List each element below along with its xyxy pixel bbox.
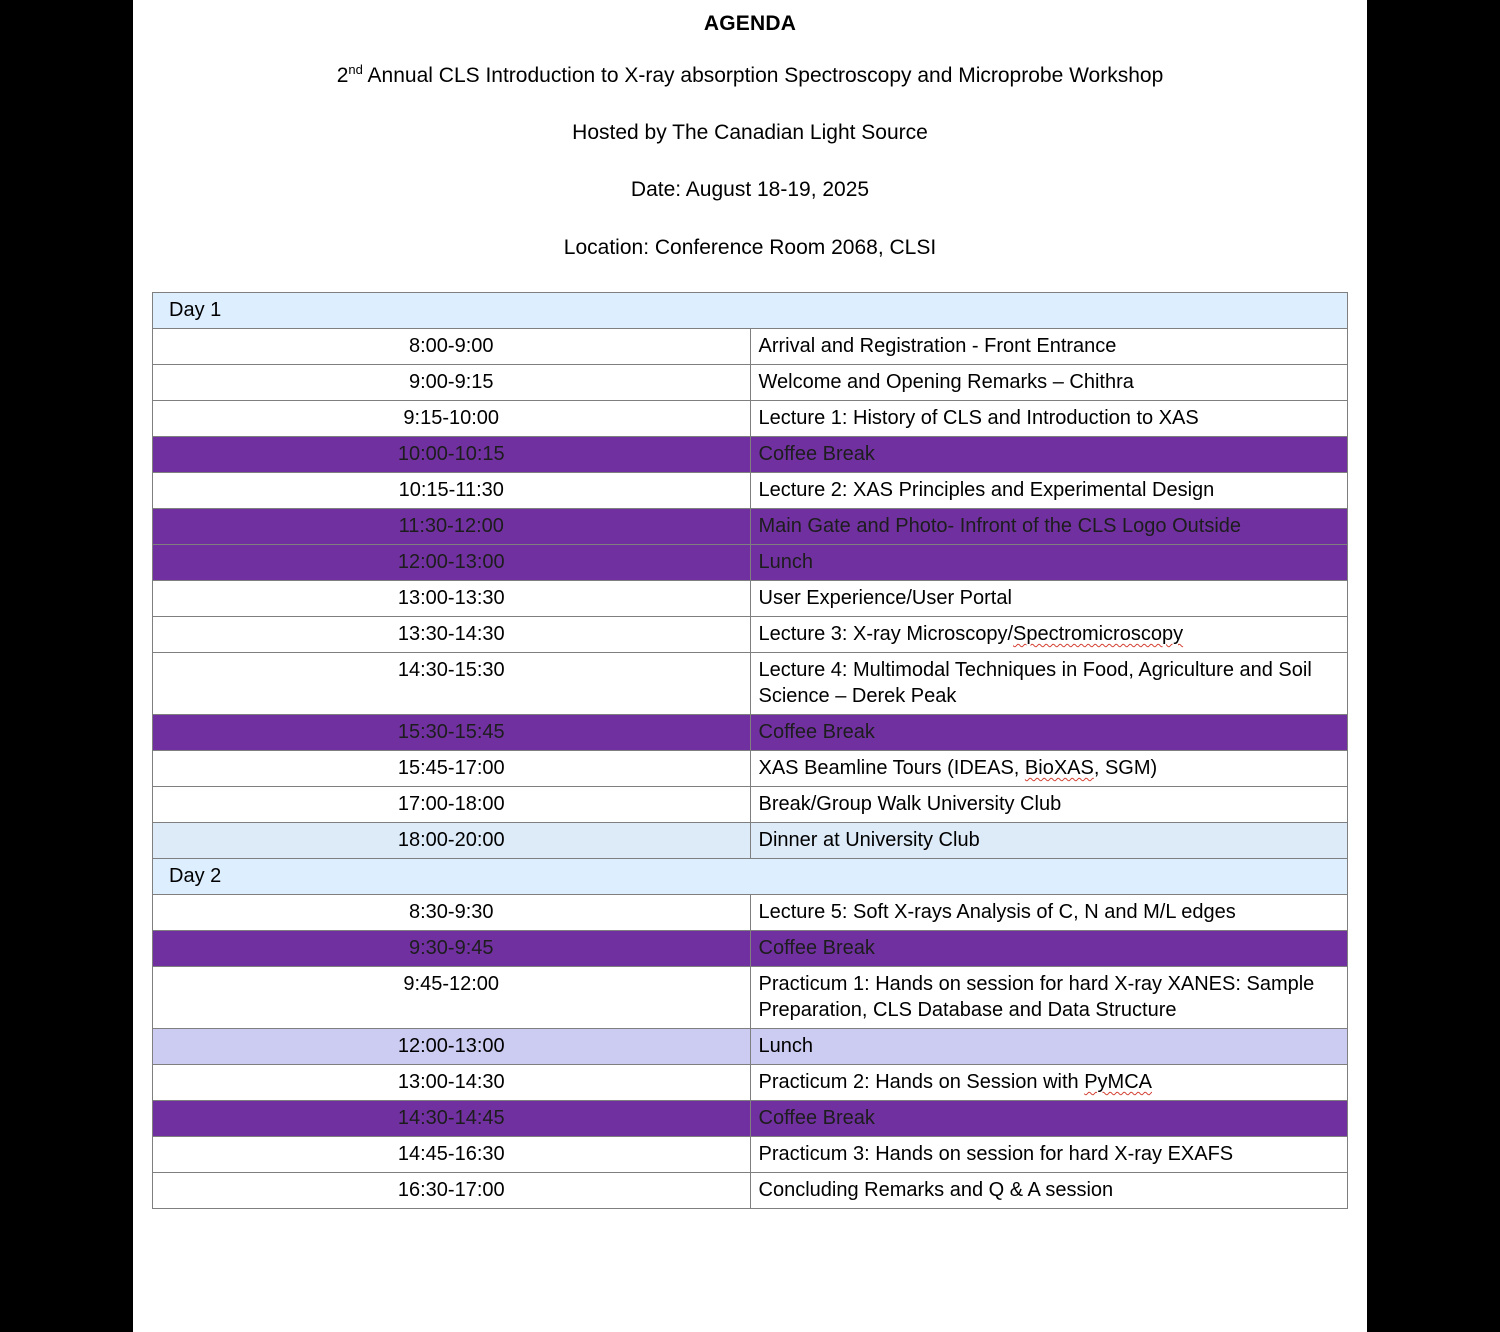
session-time: 8:00-9:00: [153, 328, 751, 364]
session-time: 14:45-16:30: [153, 1136, 751, 1172]
location-line: Location: Conference Room 2068, CLSI: [563, 235, 937, 259]
document-header: [133, 0, 1367, 260]
session-description: Practicum 3: Hands on session for hard X-ray EXAFS: [750, 1136, 1348, 1172]
table-row: [153, 472, 1348, 508]
table-row: [153, 1100, 1348, 1136]
spellcheck-underline: PyMCA: [1084, 1070, 1152, 1093]
table-row: [153, 364, 1348, 400]
table-row: [153, 616, 1348, 652]
table-row: [153, 1064, 1348, 1100]
session-time: 15:30-15:45: [153, 714, 751, 750]
table-row: [153, 1028, 1348, 1064]
spellcheck-underline: BioXAS: [1024, 756, 1094, 779]
session-time: 17:00-18:00: [153, 786, 751, 822]
session-time: 12:00-13:00: [153, 1028, 751, 1064]
session-description: Lunch: [750, 1028, 1348, 1064]
table-row: [153, 822, 1348, 858]
session-time: 9:45-12:00: [153, 966, 751, 1028]
session-time: 10:00-10:15: [153, 436, 751, 472]
session-description: Practicum 1: Hands on session for hard X-ray XANES: Sample Preparation, CLS Database and Data Structure: [750, 966, 1348, 1028]
day-header-label: Day 2: [153, 858, 1348, 894]
session-time: 13:00-13:30: [153, 580, 751, 616]
session-description: Coffee Break: [750, 1100, 1348, 1136]
table-row: [153, 580, 1348, 616]
session-time: 9:15-10:00: [153, 400, 751, 436]
session-description: Dinner at University Club: [750, 822, 1348, 858]
agenda-table-body: [153, 292, 1348, 1208]
table-row: [153, 1136, 1348, 1172]
session-description: Lunch: [750, 544, 1348, 580]
session-description: Practicum 2: Hands on Session with PyMCA: [750, 1064, 1348, 1100]
day-header-label: Day 1: [153, 292, 1348, 328]
session-time: 16:30-17:00: [153, 1172, 751, 1208]
session-description: Arrival and Registration - Front Entrance: [750, 328, 1348, 364]
subtitle-text: Annual CLS Introduction to X-ray absorption Spectroscopy and Microprobe Workshop: [362, 64, 1164, 87]
session-description: XAS Beamline Tours (IDEAS, BioXAS, SGM): [750, 750, 1348, 786]
date-line: Date: August 18-19, 2025: [630, 178, 870, 202]
session-time: 12:00-13:00: [153, 544, 751, 580]
agenda-table: [152, 292, 1348, 1209]
session-time: 14:30-15:30: [153, 652, 751, 714]
day-header-row: [153, 858, 1348, 894]
session-description: Main Gate and Photo- Infront of the CLS Logo Outside: [750, 508, 1348, 544]
subtitle-ordinal-suffix: nd: [348, 62, 363, 77]
session-description: Lecture 3: X-ray Microscopy/Spectromicroscopy: [750, 616, 1348, 652]
table-row: [153, 714, 1348, 750]
day-header-row: [153, 292, 1348, 328]
session-time: 11:30-12:00: [153, 508, 751, 544]
spellcheck-underline: Spectromicroscopy: [1013, 622, 1184, 645]
table-row: [153, 544, 1348, 580]
document-page: [133, 0, 1367, 1332]
table-row: [153, 400, 1348, 436]
session-description: Lecture 1: History of CLS and Introduction to XAS: [750, 400, 1348, 436]
table-row: [153, 750, 1348, 786]
session-time: 18:00-20:00: [153, 822, 751, 858]
session-description: Concluding Remarks and Q & A session: [750, 1172, 1348, 1208]
table-row: [153, 966, 1348, 1028]
workshop-subtitle: [133, 62, 1367, 88]
session-description: Coffee Break: [750, 930, 1348, 966]
session-description: Break/Group Walk University Club: [750, 786, 1348, 822]
session-time: 15:45-17:00: [153, 750, 751, 786]
session-time: 9:30-9:45: [153, 930, 751, 966]
session-description: Welcome and Opening Remarks – Chithra: [750, 364, 1348, 400]
session-description: Lecture 2: XAS Principles and Experimental Design: [750, 472, 1348, 508]
session-description: Lecture 5: Soft X-rays Analysis of C, N and M/L edges: [750, 894, 1348, 930]
session-time: 14:30-14:45: [153, 1100, 751, 1136]
table-row: [153, 786, 1348, 822]
session-time: 10:15-11:30: [153, 472, 751, 508]
session-description: User Experience/User Portal: [750, 580, 1348, 616]
table-row: [153, 652, 1348, 714]
page-title: AGENDA: [703, 12, 797, 35]
table-row: [153, 1172, 1348, 1208]
session-description: Lecture 4: Multimodal Techniques in Food, Agriculture and Soil Science – Derek Peak: [750, 652, 1348, 714]
table-row: [153, 436, 1348, 472]
session-description: Coffee Break: [750, 714, 1348, 750]
host-line: Hosted by The Canadian Light Source: [572, 121, 928, 145]
table-row: [153, 328, 1348, 364]
session-time: 8:30-9:30: [153, 894, 751, 930]
session-time: 9:00-9:15: [153, 364, 751, 400]
session-time: 13:00-14:30: [153, 1064, 751, 1100]
table-row: [153, 508, 1348, 544]
session-description: Coffee Break: [750, 436, 1348, 472]
session-time: 13:30-14:30: [153, 616, 751, 652]
table-row: [153, 894, 1348, 930]
table-row: [153, 930, 1348, 966]
subtitle-ordinal-number: 2: [336, 64, 349, 87]
